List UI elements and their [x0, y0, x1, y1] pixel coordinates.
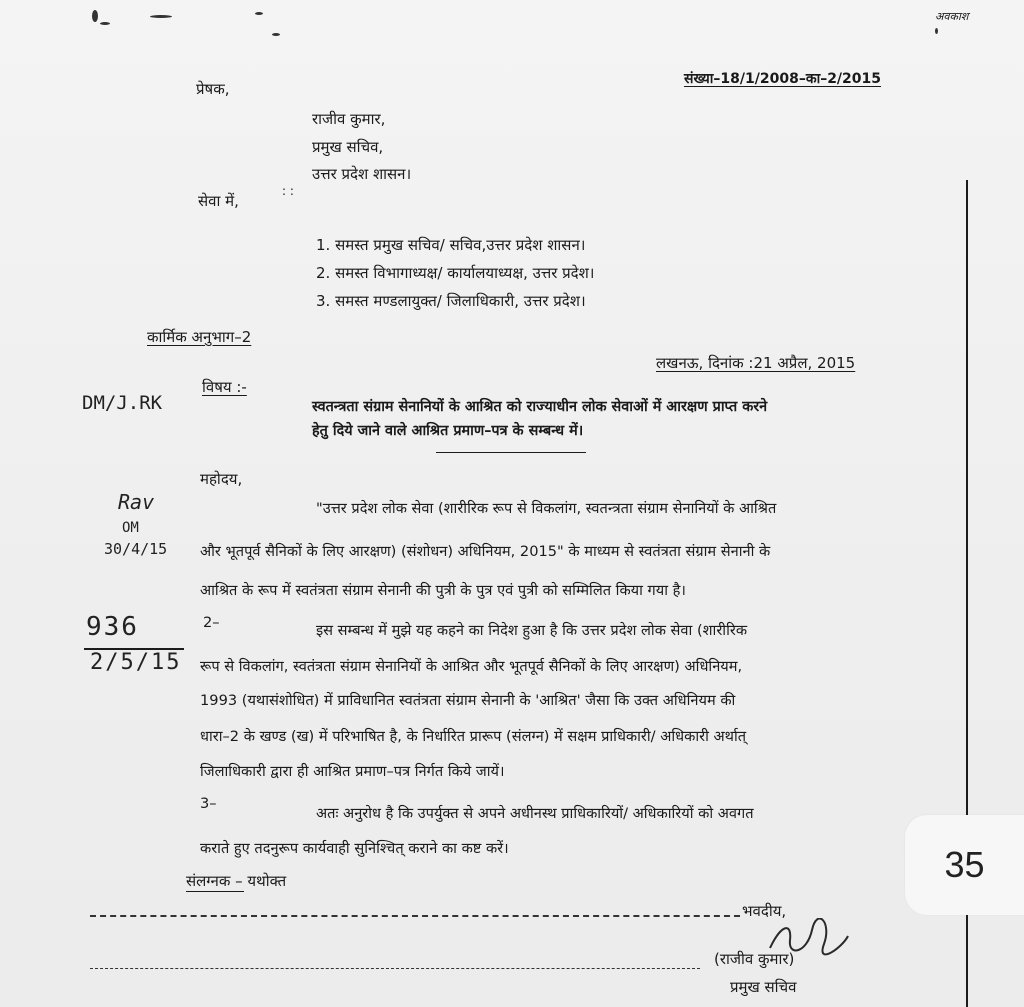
sender-label: प्रेषक,	[196, 80, 230, 98]
paragraph-line: "उत्तर प्रदेश लोक सेवा (शारीरिक रूप से विकलांग, स्वतन्त्रता संग्राम सेनानियों के आश्रित	[316, 500, 777, 517]
recipient-item: 1. समस्त प्रमुख सचिव/ सचिव,उत्तर प्रदेश शासन।	[316, 236, 586, 254]
receipt-underline	[84, 648, 184, 650]
paragraph-line: अतः अनुरोध है कि उपर्युक्त से अपने अधीनस्थ प्राधिकारियों/ अधिकारियों को अवगत	[316, 805, 754, 822]
scan-mark	[150, 15, 172, 18]
subject-label: विषय :-	[202, 378, 247, 396]
paragraph-line: जिलाधिकारी द्वारा ही आश्रित प्रमाण–पत्र निर्गत किये जायें।	[200, 763, 505, 780]
handwritten-receipt-number: 936	[86, 612, 139, 642]
page-number-badge	[905, 815, 1024, 915]
handwritten-initials: Rav	[118, 490, 155, 514]
paragraph-line: और भूतपूर्व सैनिकों के लिए आरक्षण) (संशोधन) अधिनियम, 2015" के माध्यम से स्वतंत्रता संग्राम सेनानी के	[200, 543, 771, 560]
handwritten-om-note: OM	[122, 520, 139, 536]
paragraph-number: 2–	[203, 614, 220, 631]
enclosure-underline	[186, 891, 244, 892]
scan-mark	[92, 10, 98, 22]
scan-dash-line	[90, 968, 700, 969]
closing: भवदीय,	[742, 902, 787, 920]
paragraph-line: रूप से विकलांग, स्वतंत्रता संग्राम सेनानियों के आश्रित और भूतपूर्व सैनिकों के लिए आरक्षण) अधिनियम,	[200, 658, 743, 675]
scan-mark	[100, 22, 110, 25]
subject-underline	[436, 452, 586, 453]
subject-line: स्वतन्त्रता संग्राम सेनानियों के आश्रित को राज्याधीन लोक सेवाओं में आरक्षण प्राप्त करने	[312, 399, 768, 415]
paragraph-number: 3–	[200, 795, 217, 812]
paragraph-line: धारा–2 के खण्ड (ख) में परिभाषित है, के निर्धारित प्रारूप (संलग्न) में सक्षम प्राधिकारी/ अधिकारी अर्थात्	[200, 728, 747, 745]
handwritten-dm-note: DM/J.RK	[82, 392, 163, 414]
signatory-name: (राजीव कुमार)	[714, 950, 795, 968]
paragraph-line: 1993 (यथासंशोधित) में प्राविधानित स्वतंत्रता संग्राम सेनानी के 'आश्रित' जैसा कि उक्त अधिनियम की	[200, 692, 736, 709]
subject-line: हेतु दिये जाने वाले आश्रित प्रमाण–पत्र के सम्बन्ध में।	[312, 423, 584, 439]
section-name: कार्मिक अनुभाग–2	[147, 328, 252, 346]
to-label: सेवा में,	[198, 192, 239, 210]
scan-mark: : :	[282, 184, 294, 198]
paragraph-line: इस सम्बन्ध में मुझे यह कहने का निदेश हुआ है कि उत्तर प्रदेश लोक सेवा (शारीरिक	[316, 622, 748, 639]
recipient-item: 2. समस्त विभागाध्यक्ष/ कार्यालयाध्यक्ष, उत्तर प्रदेश।	[316, 264, 595, 282]
paragraph-line: आश्रित के रूप में स्वतंत्रता संग्राम सेनानी की पुत्री के पुत्र एवं पुत्री को सम्मिलित किया गया है।	[200, 582, 686, 599]
recipient-item: 3. समस्त मण्डलायुक्त/ जिलाधिकारी, उत्तर प्रदेश।	[316, 292, 586, 310]
scan-mark	[272, 33, 280, 36]
paragraph-line: कराते हुए तदनुरूप कार्यवाही सुनिश्चित् कराने का कष्ट करें।	[200, 840, 509, 857]
scan-mark	[935, 28, 938, 34]
place-date: लखनऊ, दिनांक :21 अप्रैल, 2015	[656, 354, 856, 372]
scan-mark	[255, 12, 263, 15]
letter-number: संख्या–18/1/2008–का–2/2015	[684, 71, 882, 87]
sender-designation: प्रमुख सचिव,	[312, 138, 384, 156]
corner-note: अवकाश	[935, 10, 969, 23]
handwritten-receipt-date: 2/5/15	[90, 650, 182, 675]
enclosure: संलग्नक – यथोक्त	[186, 872, 287, 890]
page-number: 35	[944, 844, 985, 885]
signatory-designation: प्रमुख सचिव	[730, 978, 797, 996]
sender-office: उत्तर प्रदेश शासन।	[312, 165, 412, 183]
salutation: महोदय,	[200, 470, 243, 488]
scan-dash-line	[90, 915, 740, 917]
sender-name: राजीव कुमार,	[312, 110, 386, 128]
handwritten-om-date: 30/4/15	[104, 540, 168, 558]
